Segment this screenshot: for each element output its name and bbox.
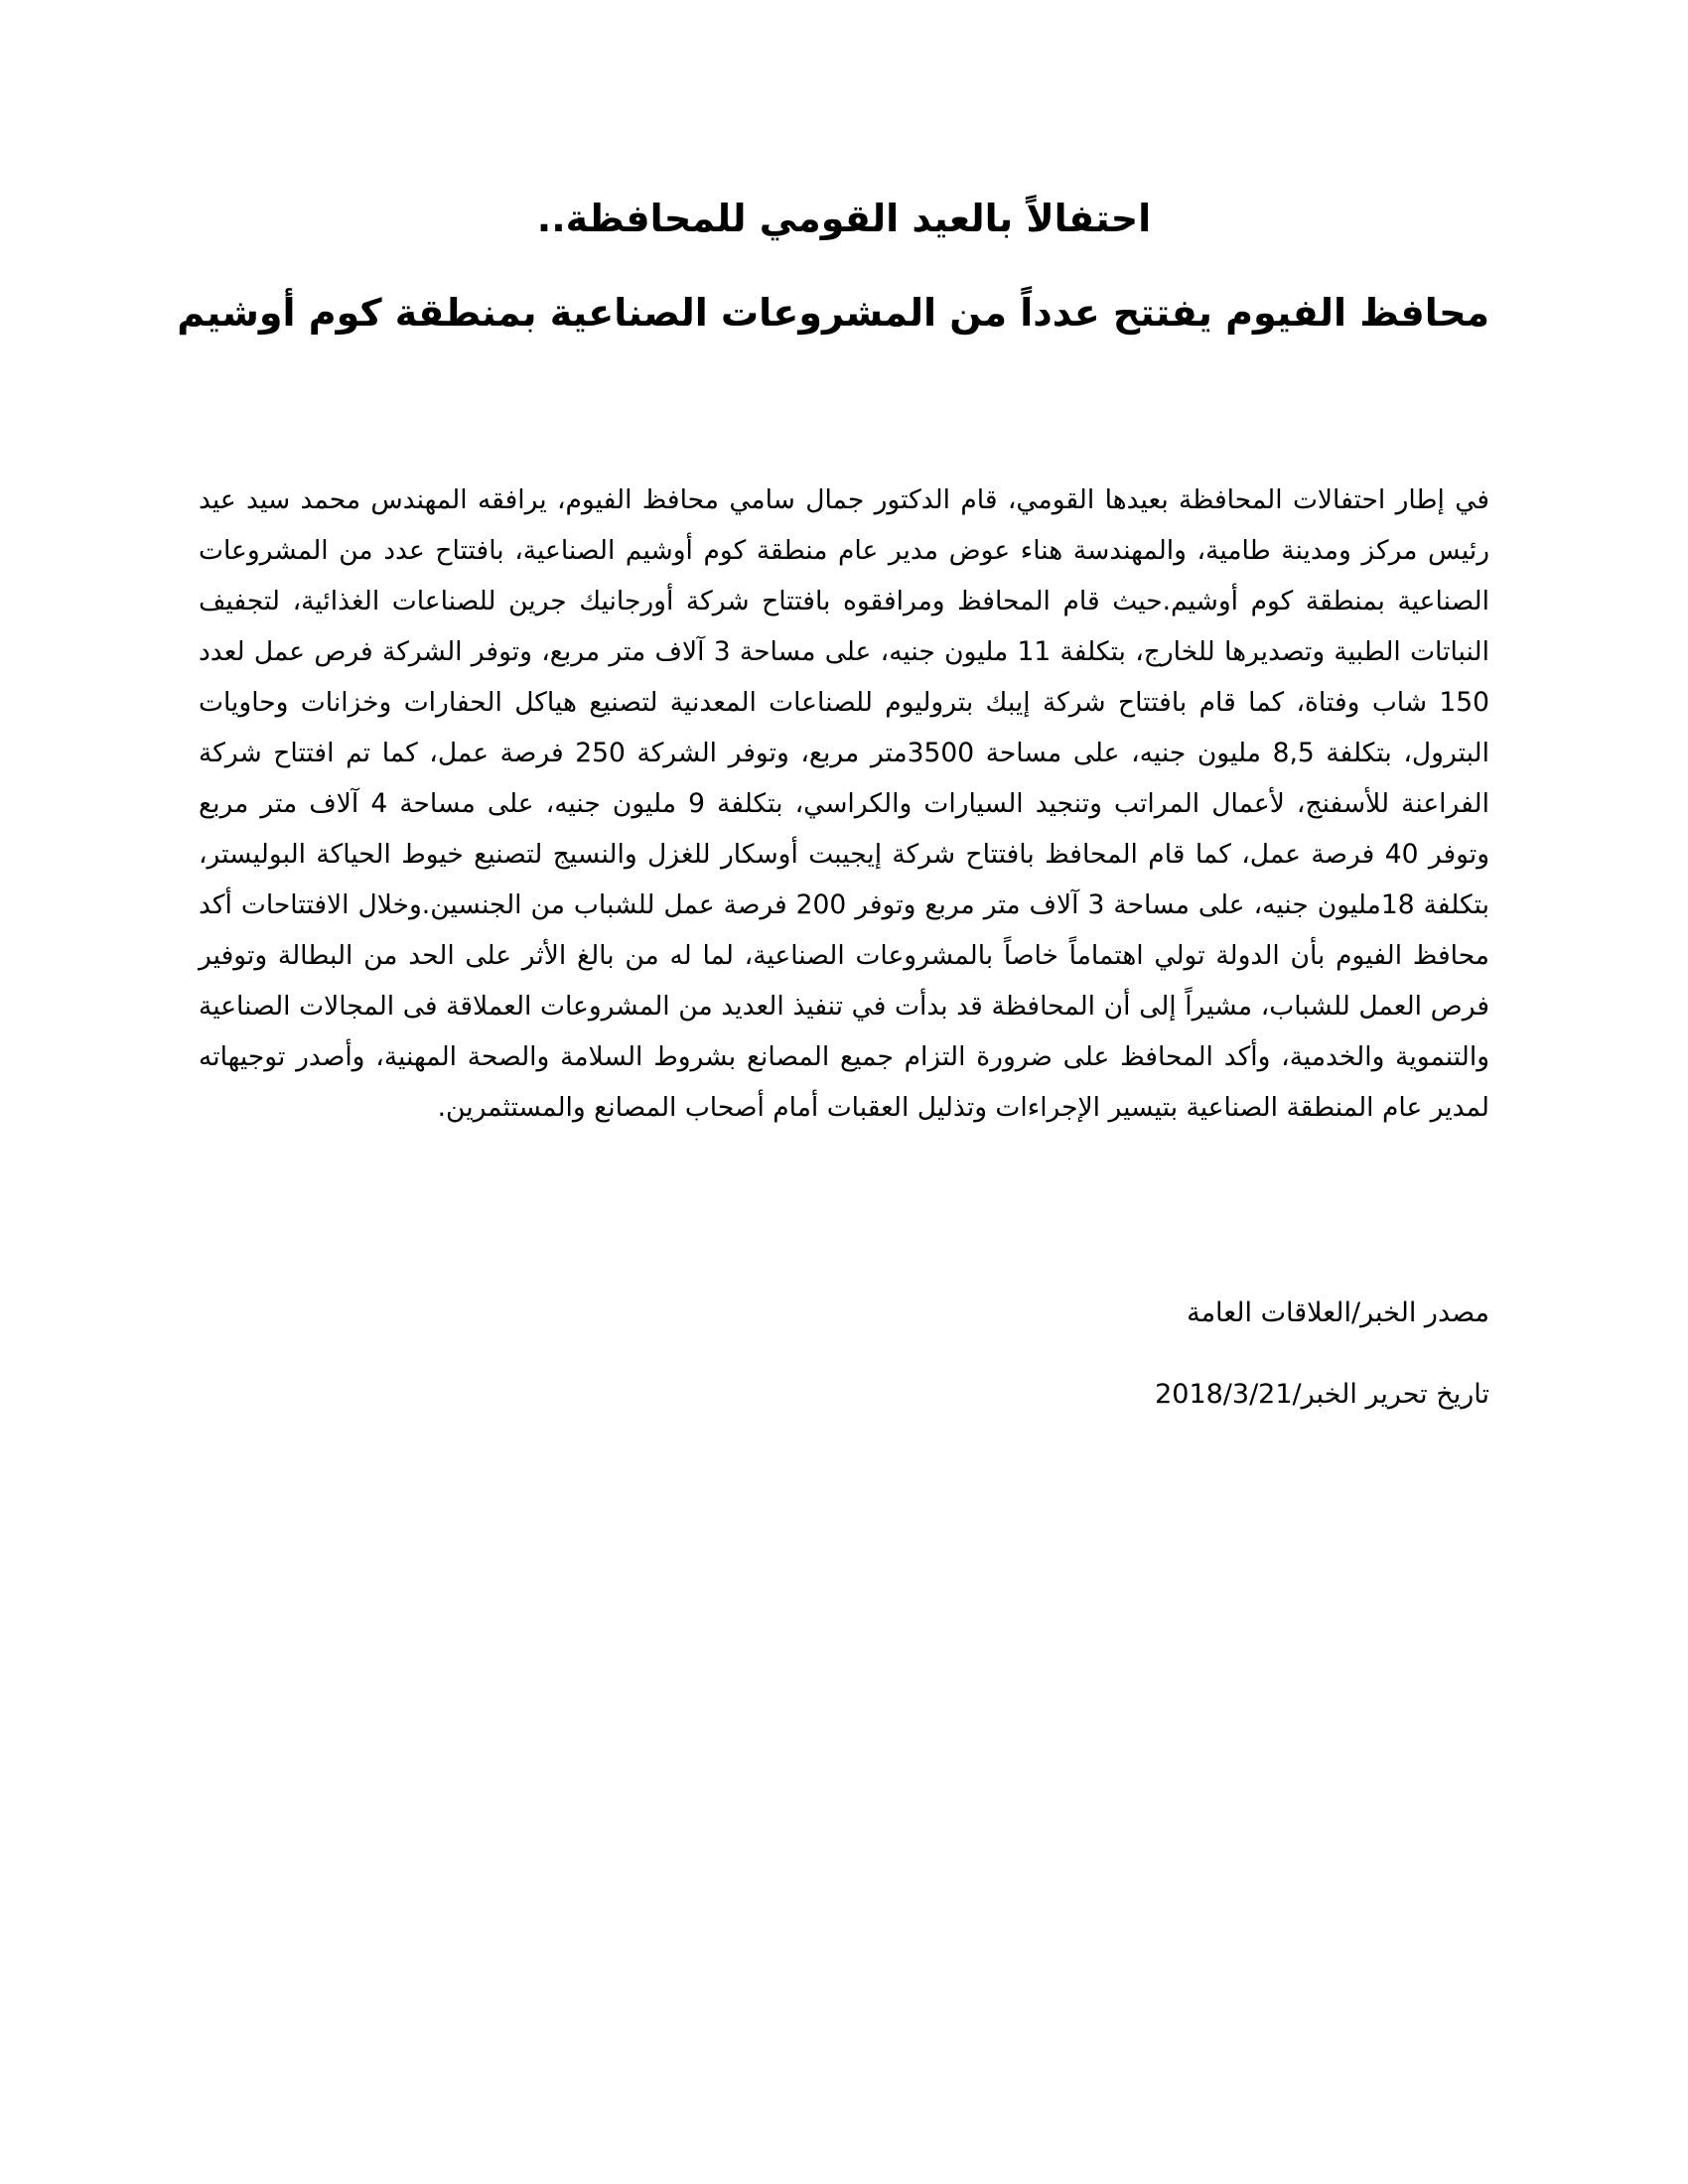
- headline-block: [177, 194, 1489, 338]
- edit-date-value: 2018/3/21: [1155, 1379, 1293, 1410]
- headline-line-2: محافظ الفيوم يفتتح عدداً من المشروعات الصناعية بمنطقة كوم أوشيم: [177, 291, 1489, 335]
- article-body: في إطار احتفالات المحافظة بعيدها القومي، قام الدكتور جمال سامي محافظ الفيوم، يرافقه المهندس محمد سيد عيد رئيس مركز ومدينة طامية، والمهندسة هناء عوض مدير عام منطقة كوم أوشيم الصناعية، بافتتاح عدد من المشروعات الصناعية بمنطقة كوم أوشيم.حيث قام المحافظ ومرافقوه بافتتاح شركة أورجانيك جرين للصناعات الغذائية، لتجفيف النباتات الطبية وتصديرها للخارج، بتكلفة 11 مليون جنيه، على مساحة 3 آلاف متر مربع، وتوفر الشركة فرص عمل لعدد 150 شاب وفتاة، كما قام بافتتاح شركة إيبك بتروليوم للصناعات المعدنية لتصنيع هياكل الحفارات وخزانات وحاويات البترول، بتكلفة 8,5 مليون جنيه، على مساحة 3500متر مربع، وتوفر الشركة 250 فرصة عمل، كما تم افتتاح شركة الفراعنة للأسفنج، لأعمال المراتب وتنجيد السيارات والكراسي، بتكلفة 9 مليون جنيه، على مساحة 4 آلاف متر مربع وتوفر 40 فرصة عمل، كما قام المحافظ بافتتاح شركة إيجيبت أوسكار للغزل والنسيج لتصنيع خيوط الحياكة البوليستر، بتكلفة 18مليون جنيه، على مساحة 3 آلاف متر مربع وتوفر 200 فرصة عمل للشباب من الجنسين.وخلال الافتتاحات أكد محافظ الفيوم بأن الدولة تولي اهتماماً خاصاً بالمشروعات الصناعية، لما له من بالغ الأثر على الحد من البطالة وتوفير فرص العمل للشباب، مشيراً إلى أن المحافظة قد بدأت في تنفيذ العديد من المشروعات العملاقة فى المجالات الصناعية والتنموية والخدمية، وأكد المحافظ على ضرورة التزام جميع المصانع بشروط السلامة والصحة المهنية، وأصدر توجيهاته لمدير عام المنطقة الصناعية بتيسير الإجراءات وتذليل العقبات أمام أصحاب المصانع والمستثمرين.: [199, 484, 1490, 1123]
- headline-line-1: احتفالاً بالعيد القومي للمحافظة..: [536, 197, 1152, 240]
- edit-date-label: تاريخ تحرير الخبر/: [1292, 1379, 1489, 1410]
- news-source-line: مصدر الخبر/العلاقات العامة: [1187, 1297, 1489, 1328]
- edit-date-line: [596, 1375, 1489, 1415]
